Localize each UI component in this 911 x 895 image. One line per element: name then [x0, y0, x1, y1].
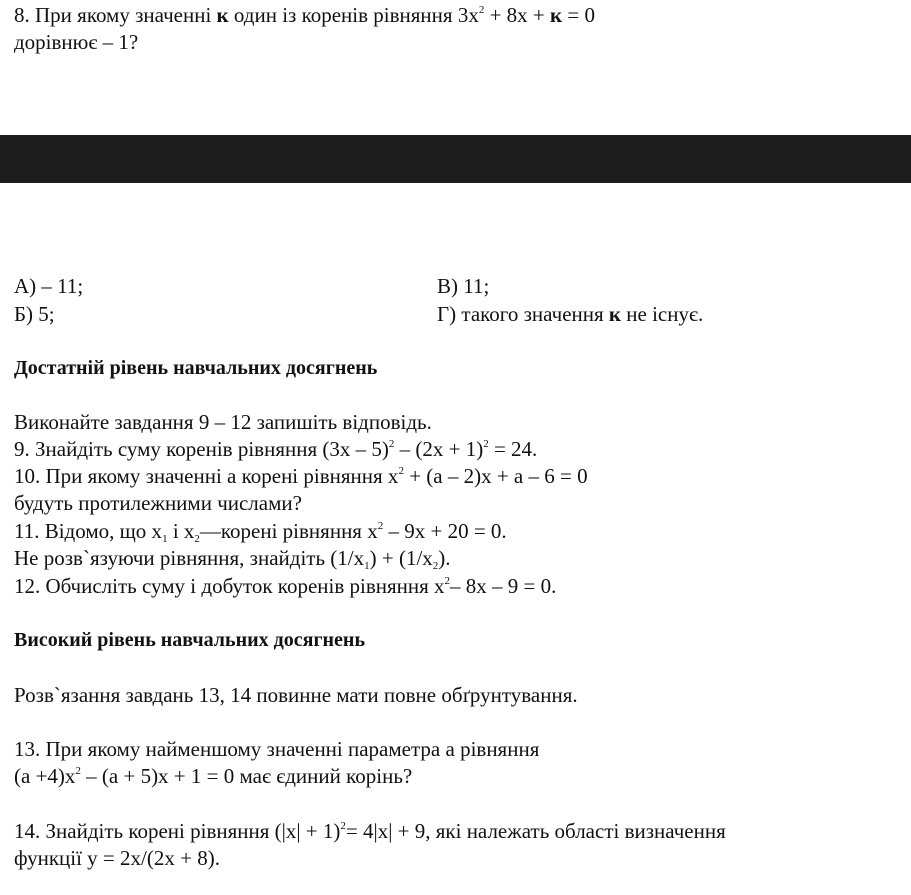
question-11-line-1: [14, 518, 507, 544]
q8-k: к: [550, 3, 563, 27]
q14-text: = 4|x| + 9, які належать області визначення: [345, 819, 726, 843]
q14-exponent: 2: [340, 820, 346, 832]
option-a: А) – 11;: [14, 274, 84, 298]
q11-subscript: 1: [364, 560, 370, 572]
question-14-line-2: функції y = 2x/(2x + 8).: [14, 846, 220, 870]
option-g-text: Г) такого значення: [437, 302, 609, 326]
question-9: [14, 436, 537, 462]
option-g-k: к: [608, 302, 622, 326]
q13-text: (а +4)x: [14, 764, 76, 788]
question-11-line-2: [14, 545, 451, 571]
option-b: Б) 5;: [14, 302, 55, 326]
q11-text: Не розв`язуючи рівняння, знайдіть (1/x: [14, 546, 365, 570]
section-sufficient-heading: Достатній рівень навчальних досягнень: [14, 357, 378, 379]
q11-text: – 9x + 20 = 0.: [383, 519, 507, 543]
question-8-line-1: [14, 2, 595, 28]
q10-text: 10. При якому значенні а корені рівняння x: [14, 464, 399, 488]
q9-text: 9. Знайдіть суму коренів рівняння (3x – 5): [14, 437, 389, 461]
q12-text: 12. Обчисліть суму і добуток коренів рівняння x: [14, 574, 445, 598]
option-v: В) 11;: [437, 274, 490, 298]
q8-text: 8. При якому значенні: [14, 3, 217, 27]
black-band: [0, 135, 911, 183]
high-intro: Розв`язання завдань 13, 14 повинне мати повне обґрунтування.: [14, 683, 578, 707]
q12-exponent: 2: [444, 575, 451, 587]
option-g: [437, 301, 703, 327]
q11-text: і x: [167, 519, 195, 543]
q11-text: ) + (1/x: [369, 546, 433, 570]
question-8-line-2: дорівнює – 1?: [14, 30, 139, 54]
q11-subscript: 2: [194, 533, 200, 545]
q9-exponent: 2: [388, 438, 395, 450]
question-13-line-1: 13. При якому найменшому значенні параметра а рівняння: [14, 737, 540, 761]
option-g-text: не існує.: [621, 302, 704, 326]
q8-text: + 8x +: [484, 3, 551, 27]
q11-exponent: 2: [377, 520, 384, 532]
q14-text: 14. Знайдіть корені рівняння (|x| + 1): [14, 819, 341, 843]
q10-exponent: 2: [398, 465, 404, 477]
question-12: [14, 573, 556, 599]
q10-text: + (a – 2)x + a – 6 = 0: [403, 464, 588, 488]
section-high-heading: Високий рівень навчальних досягнень: [14, 629, 366, 651]
q11-text: —корені рівняння x: [199, 519, 378, 543]
q11-text: ).: [438, 546, 451, 570]
question-10-line-2: будуть протилежними числами?: [14, 491, 302, 515]
q8-exponent: 2: [478, 4, 485, 16]
question-14-line-1: [14, 818, 726, 844]
q8-text: = 0: [562, 3, 595, 27]
question-10-line-1: [14, 463, 588, 489]
q11-text: 11. Відомо, що x: [14, 519, 163, 543]
q9-text: – (2x + 1): [394, 437, 484, 461]
q8-k: к: [216, 3, 229, 27]
q9-exponent: 2: [483, 438, 489, 450]
q12-text: – 8x – 9 = 0.: [450, 574, 557, 598]
q9-text: = 24.: [488, 437, 538, 461]
q13-exponent: 2: [75, 765, 81, 777]
q11-subscript: 1: [162, 533, 168, 545]
q11-subscript: 2: [432, 560, 439, 572]
question-13-line-2: [14, 763, 412, 789]
q13-text: – (a + 5)x + 1 = 0 має єдиний корінь?: [80, 764, 413, 788]
sufficient-intro: Виконайте завдання 9 – 12 запишіть відповідь.: [14, 410, 432, 434]
q8-text: один із коренів рівняння 3x: [228, 3, 479, 27]
